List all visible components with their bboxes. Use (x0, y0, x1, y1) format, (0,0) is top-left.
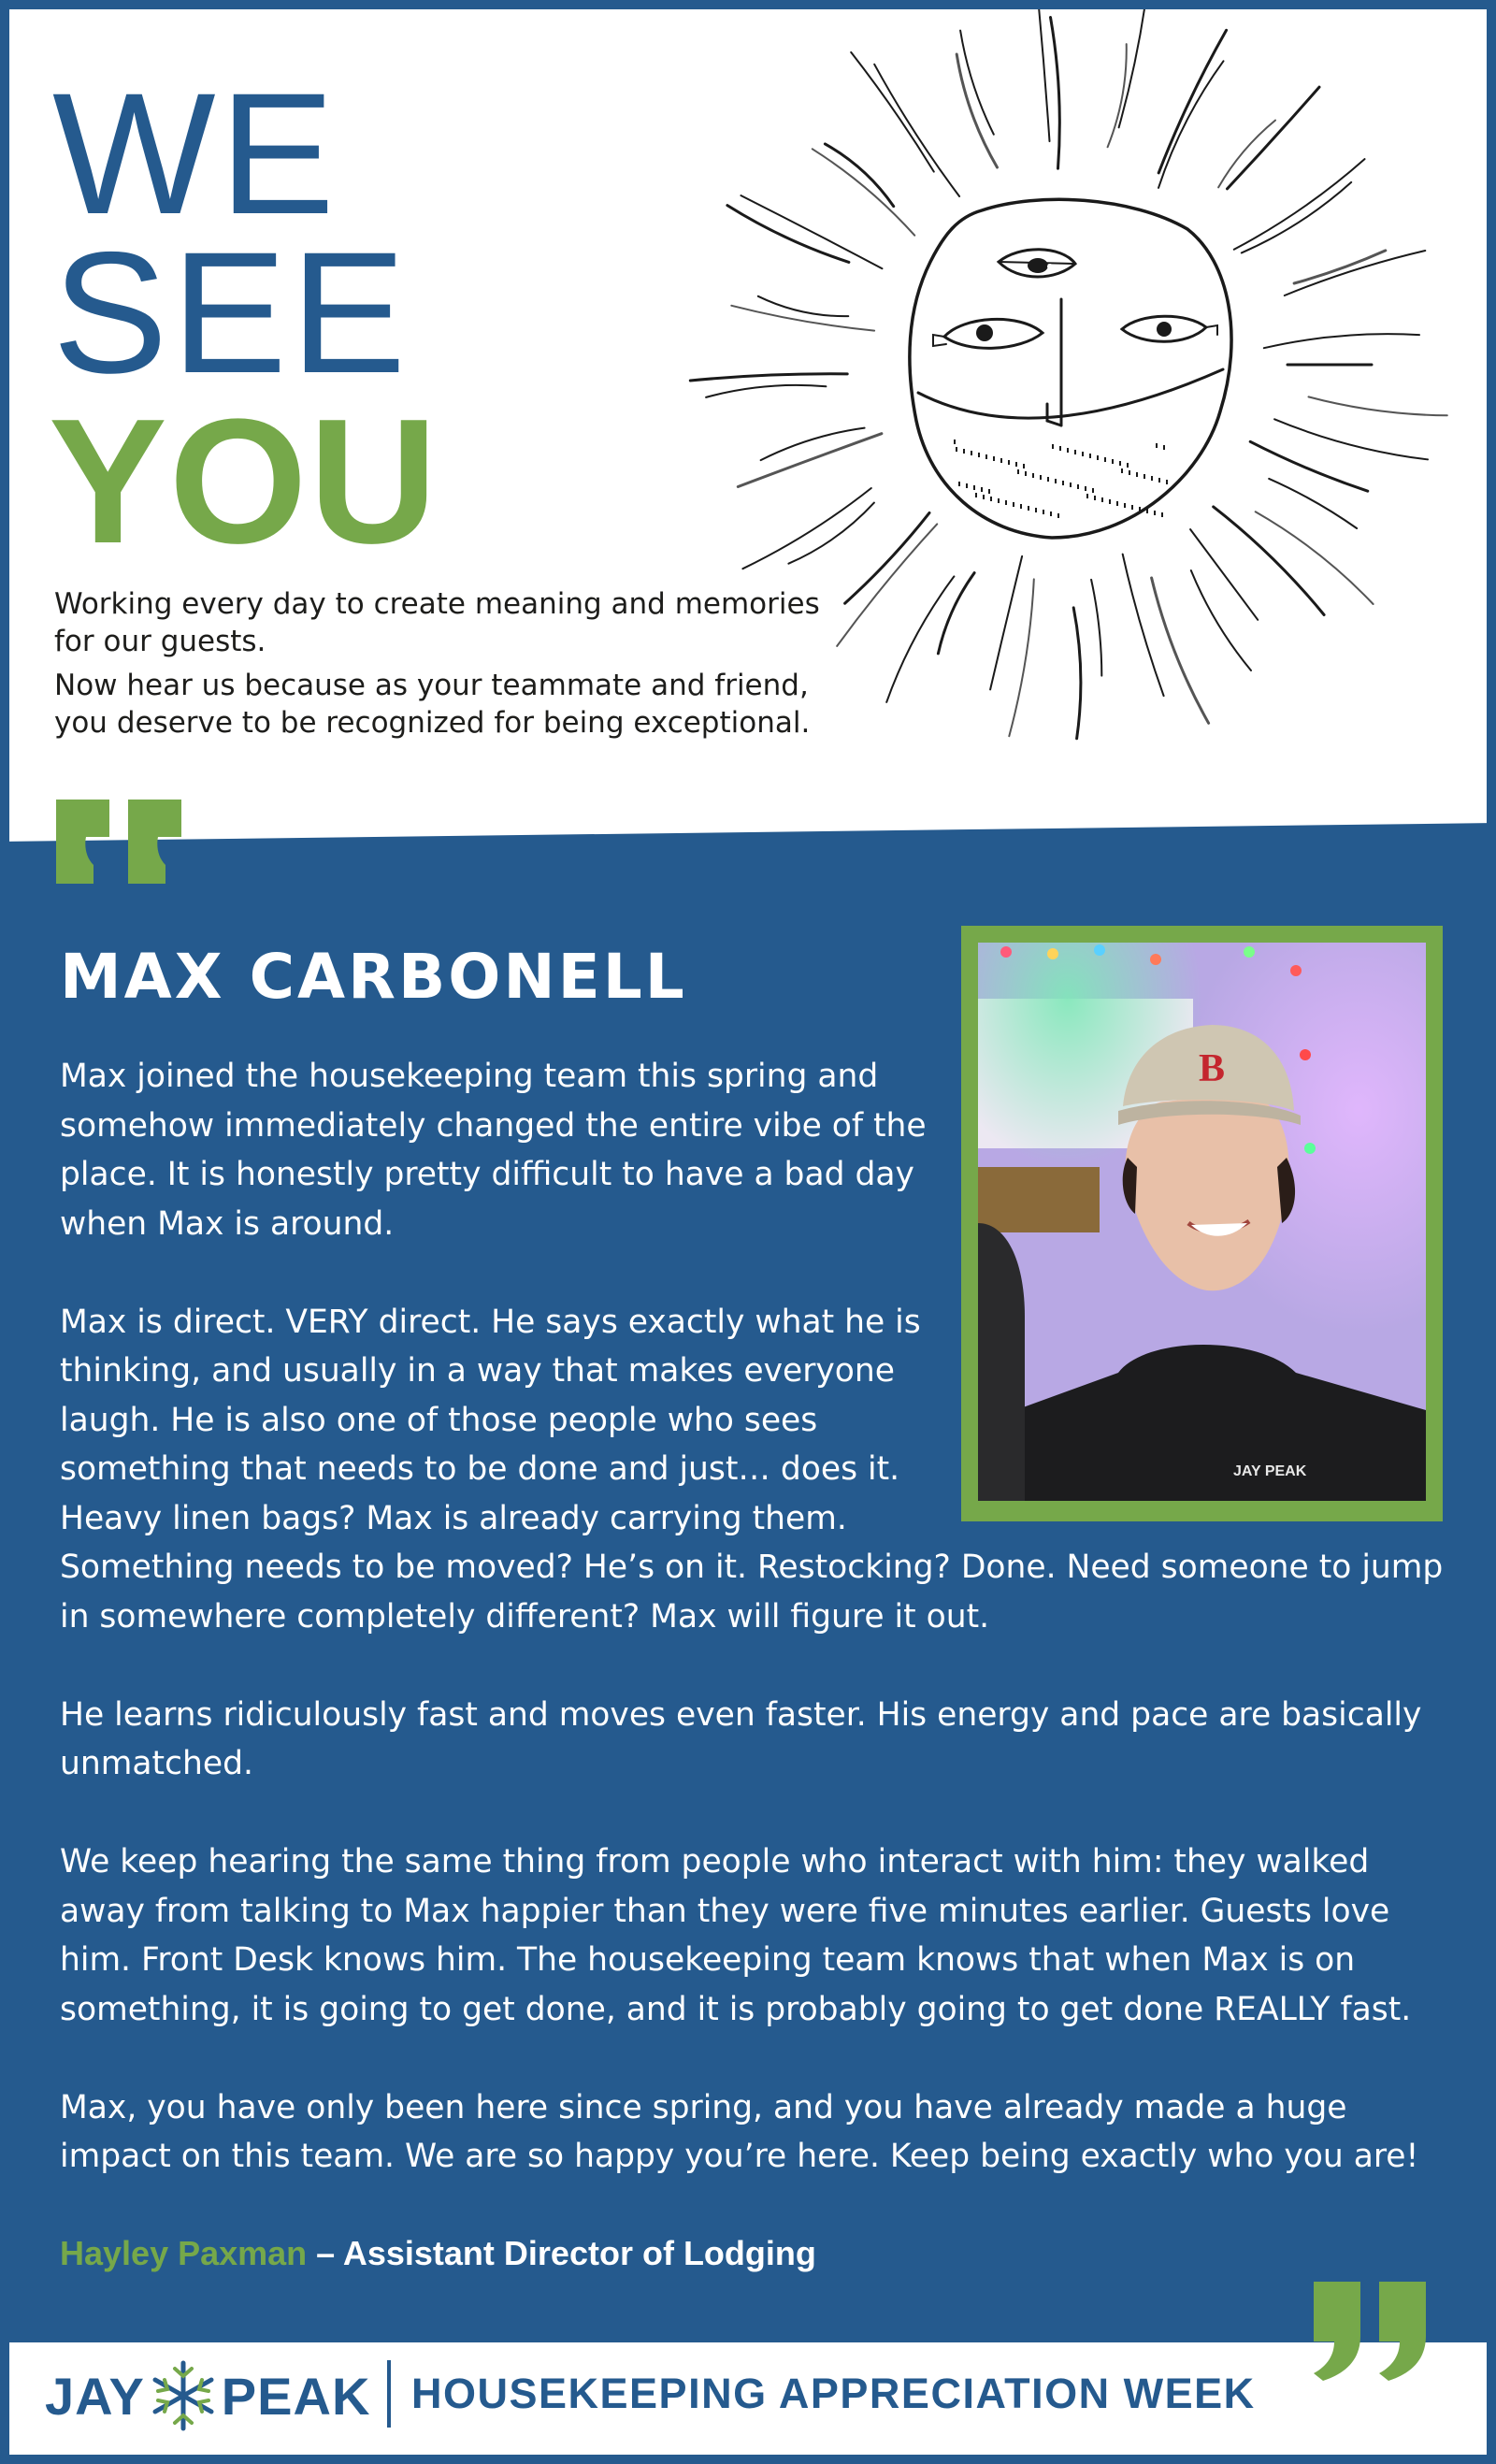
sun-ray (738, 434, 882, 487)
stubble-mark (1166, 480, 1168, 484)
sun-ray (1191, 570, 1251, 670)
stubble-mark (998, 498, 1000, 503)
stubble-mark (1121, 468, 1123, 473)
logo-text-left: JAY (45, 2366, 145, 2426)
story-paragraph-3: He learns ridiculously fast and moves even faster. His energy and pace are basically unmatched. (60, 1695, 1422, 1782)
story-paragraph-1: Max joined the housekeeping team this spring and somehow immediately changed the entire vibe of the place. It is honestly pretty difficult to have a bad day when Max is around. (60, 1058, 927, 1243)
sun-ray (1274, 419, 1428, 459)
stubble-mark (1040, 475, 1042, 480)
stubble-mark (978, 453, 980, 457)
sun-ray (788, 503, 874, 564)
stubble-mark (1005, 500, 1007, 505)
stubble-mark (1158, 478, 1160, 483)
stubble-mark (1161, 512, 1163, 517)
stubble-mark (1097, 455, 1099, 460)
signature-title: – Assistant Director of Lodging (307, 2234, 816, 2272)
stubble-mark (1055, 479, 1057, 483)
stubble-mark (1082, 452, 1084, 456)
close-quote-icon (1304, 2280, 1435, 2383)
stubble-mark (1059, 446, 1061, 451)
stubble-mark (1151, 476, 1153, 481)
stubble-mark (1136, 472, 1138, 477)
stubble-mark (1013, 502, 1014, 507)
stubble-mark (1089, 454, 1091, 458)
open-quote-icon (49, 790, 189, 893)
snowflake-logo-icon (151, 2359, 216, 2432)
signature-line (60, 2230, 816, 2277)
stubble-mark (1070, 483, 1072, 487)
sun-ray (1214, 507, 1324, 615)
sun-ray (837, 524, 937, 646)
sun-ray (1309, 396, 1447, 415)
stubble-mark (1154, 511, 1156, 515)
sun-ray (1119, 6, 1145, 127)
stubble-mark (1057, 513, 1059, 518)
stubble-mark (1062, 481, 1064, 485)
sun-ray (1073, 608, 1081, 739)
stubble-mark (1085, 486, 1086, 491)
stubble-mark (1129, 470, 1130, 475)
stubble-mark (975, 493, 977, 497)
stubble-mark (1109, 499, 1111, 504)
footer-title: HOUSEKEEPING APPRECIATION WEEK (411, 2370, 1256, 2417)
stubble-mark (1112, 459, 1114, 464)
stubble-mark (1156, 443, 1158, 448)
honoree-name: MAX CARBONELL (60, 941, 687, 1013)
sun-ray (825, 144, 893, 207)
sun-ray (845, 512, 929, 603)
sun-ray (1158, 61, 1224, 188)
sun-ray (727, 206, 849, 263)
story-body (60, 1052, 1444, 2230)
sun-ray (1228, 87, 1320, 189)
stubble-mark (1086, 494, 1088, 498)
stubble-mark (1052, 444, 1054, 449)
sun-ray (938, 573, 974, 654)
stubble-mark (1094, 496, 1096, 500)
stubble-mark (1020, 504, 1022, 509)
stubble-mark (1127, 463, 1129, 468)
sun-ray (1091, 580, 1101, 676)
cap-logo-text: B (1199, 1047, 1226, 1090)
sun-ray (1264, 334, 1419, 348)
stubble-mark (1032, 473, 1034, 478)
sun-ray (1108, 44, 1127, 147)
signature-name: Hayley Paxman (60, 2234, 308, 2272)
sun-ray (1218, 121, 1275, 188)
stubble-mark (988, 489, 990, 494)
sun-ray (1269, 479, 1357, 528)
headline-see: SEE (52, 217, 410, 410)
stubble-mark (1067, 448, 1069, 453)
stubble-mark (1043, 510, 1044, 514)
stubble-mark (1092, 488, 1094, 493)
sun-ray (990, 556, 1022, 690)
stubble-mark (1035, 508, 1037, 512)
sun-ray (1285, 251, 1426, 295)
stubble-mark (993, 456, 995, 461)
story-paragraph-2: Max is direct. VERY direct. He says exactly what he is thinking, and usually in a way that makes everyone laugh. He is also one of those people who sees something that needs to be done and just… does it. Heavy linen bags? Max is already carrying them. Something needs to be moved? He’s on it. Restocking? Done. Need someone to jump in somewhere completely different? Max will figure it out. (60, 1303, 1444, 1635)
sun-ray (960, 31, 994, 135)
sun-ray (706, 385, 826, 397)
story-paragraph-5: Max, you have only been here since spring, and you have already made a huge impact on this team. We are so happy you’re here. Keep being exactly who you are! (60, 2088, 1419, 2175)
stubble-mark (990, 497, 992, 501)
stubble-mark (1050, 512, 1052, 516)
stubble-mark (1104, 457, 1106, 462)
stubble-mark (1124, 503, 1126, 508)
headline-you: YOU (49, 382, 439, 581)
stubble-mark (1101, 497, 1103, 502)
stubble-mark (983, 495, 985, 499)
sun-ray (1123, 555, 1164, 697)
logo-text-right: PEAK (221, 2366, 371, 2426)
sun-ray (690, 374, 847, 381)
stubble-mark (1116, 501, 1118, 506)
stubble-mark (1000, 458, 1002, 463)
stubble-mark (1119, 461, 1121, 466)
stubble-mark (1015, 462, 1017, 467)
jay-peak-logo (45, 2358, 370, 2433)
sun-ray (1158, 30, 1226, 173)
stubble-mark (956, 447, 957, 452)
stubble-mark (1144, 474, 1145, 479)
sun-ray (1037, 0, 1049, 141)
sun-ray (1009, 579, 1034, 736)
sun-ray (886, 576, 954, 702)
sun-ray (758, 296, 849, 316)
footer-divider (387, 2360, 391, 2428)
stubble-mark (1017, 469, 1019, 474)
intro-line-1: Working every day to create meaning and memories for our guests. (54, 587, 820, 658)
sun-ray (1152, 578, 1209, 723)
sun-ray (1242, 182, 1351, 253)
shirt-logo-text: JAY PEAK (1233, 1463, 1307, 1479)
stubble-mark (1028, 506, 1029, 511)
stubble-mark (1023, 464, 1025, 468)
headline-we-see (52, 58, 410, 410)
sun-ray (874, 65, 959, 196)
stubble-mark (1008, 460, 1010, 465)
stubble-mark (1047, 477, 1049, 482)
stubble-mark (1163, 445, 1165, 450)
sun-ray (741, 195, 883, 268)
stubble-mark (971, 451, 972, 455)
stubble-mark (958, 482, 960, 486)
sun-ray (731, 306, 874, 331)
sun-drawing-icon (683, 0, 1496, 823)
stubble-mark (1025, 471, 1027, 476)
stubble-mark (973, 485, 975, 490)
stubble-mark (1139, 507, 1141, 512)
stubble-mark (1131, 505, 1133, 510)
intro-line-2: Now hear us because as your teammate and friend, you deserve to be recognized for being exceptional. (54, 669, 811, 740)
sun-ray (1051, 18, 1060, 169)
stubble-mark (954, 439, 956, 444)
sun-ray (1234, 159, 1365, 250)
headline-we: WE (52, 58, 339, 251)
sun-ray (742, 488, 870, 569)
stubble-mark (963, 449, 965, 454)
sun-ray (1250, 441, 1368, 491)
sun-ray (813, 149, 914, 235)
sun-ray (851, 52, 934, 172)
stubble-mark (1146, 509, 1148, 513)
stubble-mark (985, 454, 987, 459)
stubble-mark (1077, 484, 1079, 489)
story-paragraph-4: We keep hearing the same thing from people who interact with him: they walked away from talking to Max happier than they were five minutes earlier. Guests love him. Front Desk knows him. The housekeeping team knows that when Max is on something, it is going to get done, and it is probably going to get done REALLY fast. (60, 1843, 1412, 2028)
photo-wrap-spacer (990, 1052, 1444, 1527)
sun-ray (1294, 251, 1386, 283)
stubble-mark (1074, 450, 1076, 454)
stubble-mark (966, 483, 968, 488)
sun-ray (957, 54, 997, 167)
stubble-mark (981, 487, 983, 492)
sun-ray (1190, 529, 1258, 620)
